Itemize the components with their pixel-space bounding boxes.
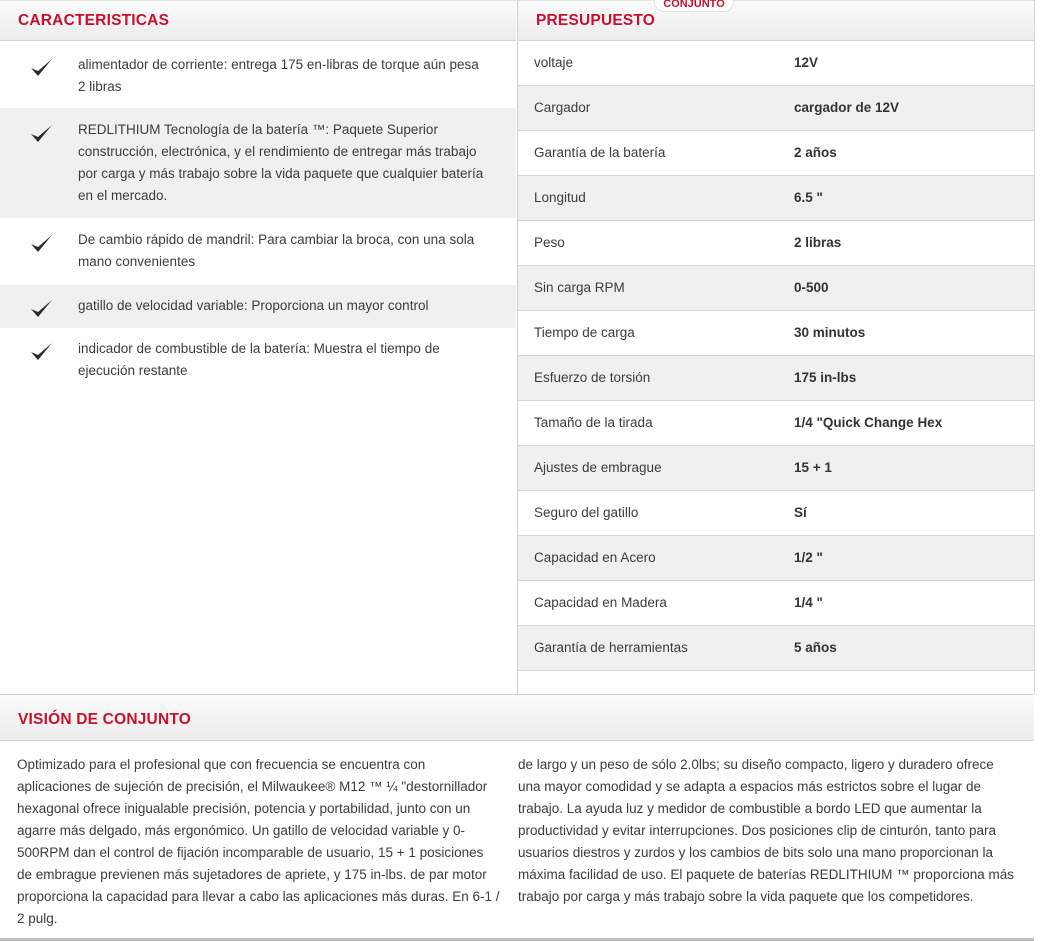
- spec-label: Ajustes de embrague: [534, 460, 662, 475]
- spec-row: [518, 581, 1035, 626]
- feature-item: [0, 218, 516, 285]
- spec-value: 0-500: [794, 280, 829, 295]
- overview-paragraph-left: Optimizado para el profesional que con frecuencia se encuentra con aplicaciones de sujeción de precisión, el Milwaukee® M12 ™ ¼ "destornillador hexagonal ofrece inigualable precisión, potencia y portabilidad, junto con un agarre más delgado, más ergonómico. Un gatillo de velocidad variable y 0-500RPM dan el control de fijación incomparable de usuario, 15 + 1 posiciones de embrague previenen más sujetadores de apriete, y 175 in-lbs. de par motor proporciona la capacidad para llevar a cabo las aplicaciones más duras. En 6-1 / 2 pulg.: [17, 757, 500, 926]
- spec-value: cargador de 12V: [794, 100, 900, 115]
- specs-title: PRESUPUESTO: [536, 12, 656, 29]
- spec-label: Esfuerzo de torsión: [534, 370, 651, 385]
- spec-value: 2 libras: [794, 235, 842, 250]
- spec-row: [518, 311, 1035, 356]
- feature-text: indicador de combustible de la batería: Muestra el tiempo de ejecución restante: [78, 341, 440, 378]
- spec-value: 175 in-lbs: [794, 370, 857, 385]
- spec-label: Peso: [534, 235, 565, 250]
- spec-label: Garantía de herramientas: [534, 640, 688, 655]
- spec-value: Sí: [794, 505, 807, 520]
- spec-row: [518, 491, 1035, 536]
- specs-panel: [517, 0, 1034, 694]
- spec-row: [518, 446, 1035, 491]
- spec-value: 12V: [794, 55, 819, 70]
- checkmark-icon: [29, 232, 53, 256]
- spec-label: Seguro del gatillo: [534, 505, 639, 520]
- feature-item: [0, 108, 516, 218]
- features-panel: [0, 0, 516, 694]
- checkmark-icon: [29, 122, 53, 146]
- spec-label: Garantía de la batería: [534, 145, 666, 160]
- spec-label: Tiempo de carga: [534, 325, 635, 340]
- overview-header: [0, 694, 1034, 741]
- spec-row: [518, 131, 1035, 176]
- spec-value: 6.5 ": [794, 190, 823, 205]
- checkmark-icon: [29, 56, 53, 80]
- column-divider: [1034, 0, 1035, 694]
- spec-label: Capacidad en Madera: [534, 595, 667, 610]
- spec-row: [518, 221, 1035, 266]
- features-header: [0, 0, 516, 41]
- features-title: CARACTERISTICAS: [18, 12, 170, 29]
- spec-value: 15 + 1: [794, 460, 832, 475]
- spec-label: Longitud: [534, 190, 586, 205]
- spec-label: Cargador: [534, 100, 591, 115]
- spec-value: 1/4 "Quick Change Hex: [794, 415, 943, 430]
- spec-value: 2 años: [794, 145, 837, 160]
- overview-tab-label[interactable]: CONJUNTO: [663, 0, 725, 10]
- feature-item: [0, 41, 516, 108]
- feature-text: REDLITHIUM Tecnología de la batería ™: Paquete Superior construcción, electrónica, y el rendimiento de entregar más trabajo por carga y más trabajo sobre la vida paquete que cualquier batería en el mercado.: [78, 122, 484, 203]
- checkmark-icon: [29, 340, 53, 364]
- spec-label: voltaje: [534, 55, 574, 70]
- overview-tab[interactable]: [654, 0, 734, 12]
- spec-row: [518, 401, 1035, 446]
- feature-item: [0, 328, 516, 395]
- feature-text: alimentador de corriente: entrega 175 en-libras de torque aún pesa 2 libras: [78, 57, 479, 94]
- spec-row: [518, 266, 1035, 311]
- spec-row: [518, 626, 1035, 671]
- spec-row: [518, 356, 1035, 401]
- spec-label: Sin carga RPM: [534, 280, 625, 295]
- spec-row: [518, 86, 1035, 131]
- spec-label: Tamaño de la tirada: [534, 415, 653, 430]
- spec-row: [518, 41, 1035, 86]
- checkmark-icon: [29, 297, 53, 321]
- spec-row: [518, 176, 1035, 221]
- spec-value: 30 minutos: [794, 325, 866, 340]
- spec-label: Capacidad en Acero: [534, 550, 656, 565]
- spec-value: 5 años: [794, 640, 837, 655]
- overview-paragraph-right: de largo y un peso de sólo 2.0lbs; su diseño compacto, ligero y duradero ofrece una mayor comodidad y se adapta a espacios más estrictos sobre el lugar de trabajo. La ayuda luz y medidor de combustible a bordo LED que aumentar la productividad y evitar interrupciones. Dos posiciones clip de cinturón, tanto para usuarios diestros y zurdos y los cambios de bits solo una mano proporcionan la máxima facilidad de uso. El paquete de baterías REDLITHIUM ™ proporciona más trabajo por carga y más trabajo sobre la vida paquete que los competidores.: [518, 757, 1014, 904]
- specs-table: [518, 41, 1034, 671]
- overview-title: VISIÓN DE CONJUNTO: [18, 711, 191, 728]
- feature-text: De cambio rápido de mandril: Para cambiar la broca, con una sola mano convenientes: [78, 232, 475, 269]
- specs-header: [518, 0, 1034, 41]
- feature-text: gatillo de velocidad variable: Proporciona un mayor control: [78, 298, 429, 313]
- overview-section: [0, 694, 1044, 941]
- spec-row: [518, 536, 1035, 581]
- feature-item: [0, 285, 516, 328]
- spec-value: 1/2 ": [794, 550, 823, 565]
- spec-value: 1/4 ": [794, 595, 823, 610]
